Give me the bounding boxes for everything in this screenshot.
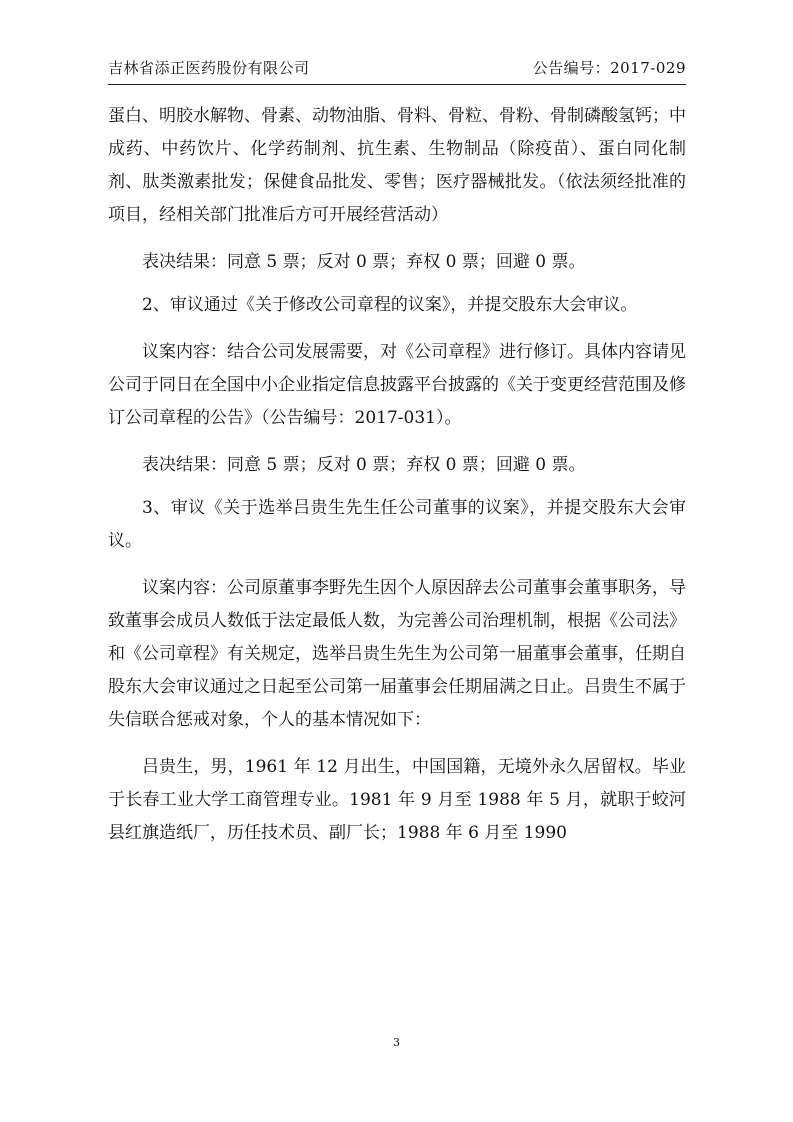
vote-result-1: 表决结果：同意 5 票；反对 0 票；弃权 0 票；回避 0 票。: [142, 252, 586, 272]
business-scope-paragraph: 蛋白、明胶水解物、骨素、动物油脂、骨料、骨粒、骨粉、骨制磷酸氢钙；中成药、中药饮片、化学药制剂、抗生素、生物制品（除疫苗）、蛋白同化制剂、肽类激素批发；保健食品批发、零售；医疗器械批发。（依法须经批准的项目，经相关部门批准后方可开展经营活动）: [108, 106, 686, 225]
company-name: 吉林省添正医药股份有限公司: [108, 59, 310, 77]
document-body: [108, 100, 686, 850]
resolution-2-title: 2、审议通过《关于修改公司章程的议案》，并提交股东大会审议。: [142, 295, 638, 315]
resolution-2-content: 议案内容：结合公司发展需要，对《公司章程》进行修订。具体内容请见公司于同日在全国中小企业指定信息披露平台披露的《关于变更经营范围及修订公司章程的公告》（公告编号：2017-031）。: [108, 342, 686, 428]
resolution-3-content: 议案内容：公司原董事李野先生因个人原因辞去公司董事会董事职务，导致董事会成员人数低于法定最低人数，为完善公司治理机制，根据《公司法》和《公司章程》有关规定，选举吕贵生先生为公司第一届董事会董事，任期自股东大会审议通过之日起至公司第一届董事会任期届满之日止。吕贵生不属于失信联合惩戒对象，个人的基本情况如下：: [108, 578, 686, 730]
page-number: 3: [393, 1036, 400, 1049]
vote-result-2: 表决结果：同意 5 票；反对 0 票；弃权 0 票；回避 0 票。: [142, 455, 586, 475]
page-header: [108, 58, 686, 85]
resolution-3-title: 3、审议《关于选举吕贵生先生任公司董事的议案》，并提交股东大会审议。: [108, 498, 686, 551]
candidate-biography: 吕贵生，男，1961 年 12 月出生，中国国籍，无境外永久居留权。毕业于长春工业大学工商管理专业。1981 年 9 月至 1988 年 5 月，就职于蛟河县红旗造纸厂，历任技术员、副厂长；1988 年 6 月至 1990: [108, 757, 686, 843]
notice-number: 公告编号：2017-029: [532, 59, 686, 77]
